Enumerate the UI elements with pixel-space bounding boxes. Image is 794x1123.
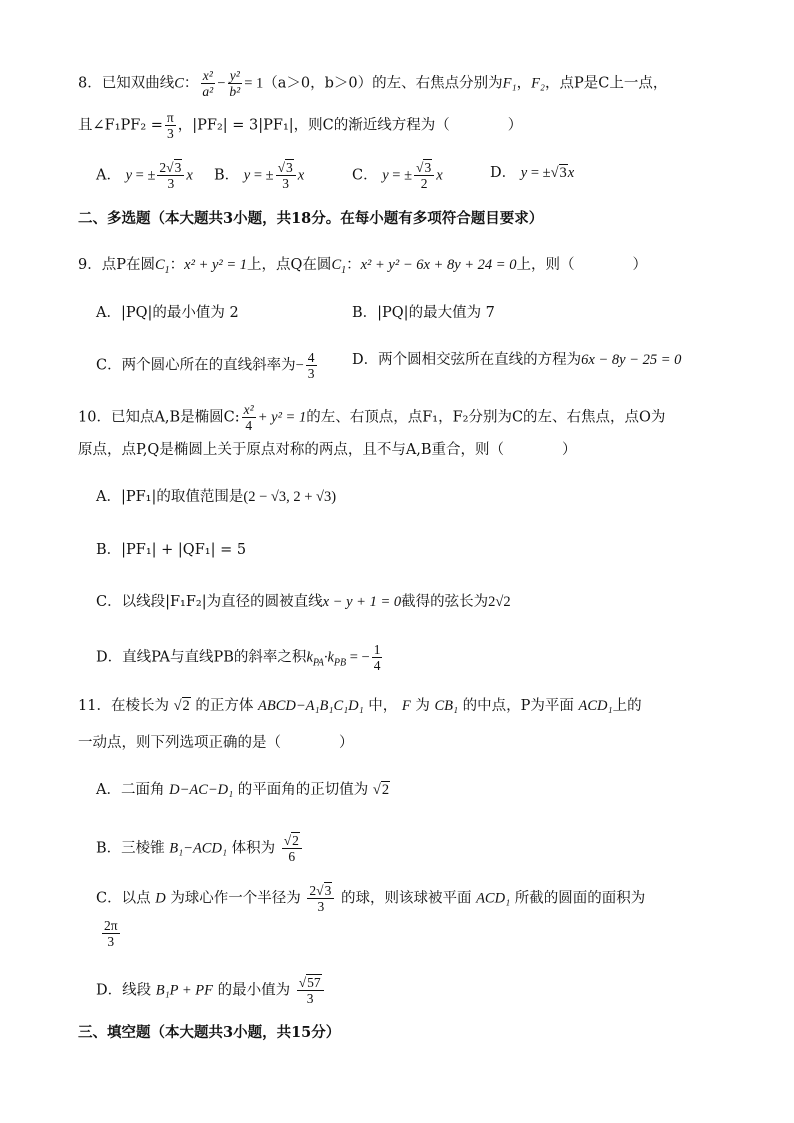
q8-option-c xyxy=(352,160,443,191)
sqrt-radicand: 3 xyxy=(324,883,332,898)
opt-expr: y xyxy=(520,165,528,181)
q11-a-angle: D−AC−D₁ xyxy=(169,782,234,798)
opt-x: x xyxy=(567,165,575,181)
q10-sub-pa: PA xyxy=(312,657,324,669)
frac-den: 4 xyxy=(245,418,253,433)
frac-den: 3 xyxy=(307,366,315,381)
section3-title: 三、填空题（本大题共3小题，共15分） xyxy=(78,1024,341,1041)
q9-option-b: B．|PQ|的最大值为 7 xyxy=(352,305,495,321)
q11-c-plane: ACD₁ xyxy=(476,890,511,907)
frac-num: y² xyxy=(229,68,240,83)
sqrt: √2 xyxy=(283,833,299,848)
q10-rest: 的左、右顶点，点F₁，F₂分别为C的左、右焦点，点O为 xyxy=(306,409,666,426)
q10-eq-rest: + y² = 1 xyxy=(257,409,307,426)
q11-d: 为 xyxy=(415,698,430,714)
frac-den: 3 xyxy=(282,176,290,191)
frac-den: 4 xyxy=(373,658,381,673)
frac-sqrt57-3 xyxy=(297,975,324,1006)
q8-frac-y2b2 xyxy=(227,68,242,99)
frac-num: π xyxy=(166,110,174,125)
frac-num xyxy=(276,160,296,176)
opt-expr: y xyxy=(382,167,389,184)
q8-line2 xyxy=(78,110,522,141)
frac-num: 2√3 xyxy=(157,160,184,176)
q11-c: 中， xyxy=(368,698,398,714)
q11-d-rest: 的最小值为 xyxy=(217,982,291,999)
sqrt: √3 xyxy=(166,160,182,175)
q8-option-b xyxy=(214,160,304,191)
minus: − xyxy=(295,357,304,374)
sqrt-radicand: 2 xyxy=(381,782,390,798)
q11-b-tet: B₁−ACD₁ xyxy=(169,840,227,857)
q10-line2: 原点，点P,Q是椭圆上关于原点对称的两点，且不与A,B重合，则（ ） xyxy=(78,442,577,458)
q9-c1: $C_1$ xyxy=(154,257,170,276)
q11-d-seg: B₁P + PF xyxy=(155,982,213,999)
q8-frac-pi3 xyxy=(165,110,176,141)
q11-c-mid: 为球心作一个半径为 xyxy=(170,890,301,907)
q10-a-range: (2 − √3, 2 + √3) xyxy=(243,489,337,505)
opt-x: x xyxy=(186,167,193,184)
option-label: C． xyxy=(352,167,378,184)
frac-2pi-3 xyxy=(102,918,120,949)
frac-den: b² xyxy=(229,84,241,99)
q9-d-prefix: D．两个圆相交弦所在直线的方程为 xyxy=(352,352,582,368)
opt-expr: y xyxy=(243,167,251,184)
sqrt: √57 xyxy=(298,975,321,990)
q9-d-eq: 6x − 8y − 25 = 0 xyxy=(581,352,682,368)
frac-sqrt3-3 xyxy=(276,160,296,191)
sqrt: √3 xyxy=(316,883,332,898)
q11-option-d xyxy=(96,975,326,1006)
q11-c-prefix: C．以点 xyxy=(96,890,151,907)
q9-option-d xyxy=(352,350,681,370)
frac-den: 3 xyxy=(107,934,115,949)
frac-x2-4 xyxy=(242,402,256,433)
q11-b-rest: 体积为 xyxy=(231,840,276,857)
q11-c-end: 所截的圆面的面积为 xyxy=(514,890,646,907)
frac-sqrt3-2 xyxy=(414,160,434,191)
q10-line1 xyxy=(78,402,665,433)
q11-a: 11．在棱长为 xyxy=(78,698,169,714)
opt-x: x xyxy=(297,167,305,184)
q9-mid: 上，点Q在圆 xyxy=(247,257,332,273)
q11-d-prefix: D．线段 xyxy=(96,982,152,999)
q10-a-prefix: A．|PF₁|的取值范围是 xyxy=(96,489,244,505)
frac-num xyxy=(282,833,302,849)
q11-c-d: D xyxy=(155,890,166,907)
q9-stem: 9．点P在圆$C_1$：x² + y² = 1上，点Q在圆$C_1$：x² + y² − 6x + 8y + 24 = 0上，则（ ） xyxy=(78,257,647,276)
q8-line1 xyxy=(78,68,667,99)
frac-den: a² xyxy=(202,84,214,99)
q10-option-d xyxy=(96,642,384,673)
sqrt-radicand: 57 xyxy=(307,975,321,990)
q10-c-prefix: C．以线段|F₁F₂|为直径的圆被直线 xyxy=(96,594,323,610)
q11-option-b xyxy=(96,833,304,864)
frac-num: x² xyxy=(243,402,254,417)
q10-option-a xyxy=(96,487,336,507)
q9-c2-eq: x² + y² − 6x + 8y + 24 = 0 xyxy=(360,257,517,273)
minus: − xyxy=(217,75,226,92)
q9-option-a: A．|PQ|的最小值为 2 xyxy=(96,305,239,321)
q10-c-line: x − y + 1 = 0 xyxy=(322,594,402,610)
frac-num xyxy=(297,975,324,991)
frac-den: 3 xyxy=(306,991,314,1006)
q11-f: F xyxy=(401,698,411,714)
q11-option-c-answer xyxy=(100,918,122,949)
section2-title: 二、多选题（本大题共3小题，共18分。在每小题有多项符合题目要求） xyxy=(78,210,544,227)
frac-1-4 xyxy=(372,642,383,673)
q11-f-end: 上的 xyxy=(612,698,642,714)
q9-option-c xyxy=(96,350,319,381)
opt-expr: y xyxy=(125,167,133,184)
q11-acd1: ACD₁ xyxy=(578,698,613,714)
option-label: B． xyxy=(214,167,240,184)
sqrt: √2 xyxy=(173,698,190,714)
frac-sqrt2-6 xyxy=(282,833,302,864)
frac-num: x² xyxy=(202,68,213,83)
q8-cond: （a＞0，b＞0）的左、右焦点分别为 xyxy=(263,75,503,92)
q8-option-d xyxy=(490,163,574,183)
opt-expr: = ± xyxy=(527,165,551,181)
frac-num: 4 xyxy=(307,350,315,365)
frac-den: 3 xyxy=(317,899,325,914)
q11-a-rest: 的平面角的正切值为 xyxy=(237,782,369,798)
q8-f1: F₁ xyxy=(502,75,517,92)
opt-expr: = ± xyxy=(388,167,413,184)
sqrt-radicand: 3 xyxy=(424,160,432,175)
q11-c-rest: 的球，则该球被平面 xyxy=(340,890,472,907)
opt-x: x xyxy=(436,167,443,184)
q8-prefix: 8．已知双曲线 xyxy=(78,75,175,92)
q8-f2: F₂ xyxy=(531,75,545,92)
eq-one: = 1 xyxy=(244,75,264,92)
q8-colon: ： xyxy=(183,75,199,92)
option-label: A． xyxy=(96,167,121,184)
frac-den: 6 xyxy=(288,849,296,864)
opt-expr: = ± xyxy=(132,167,156,184)
sqrt-radicand: 2 xyxy=(292,833,299,848)
q8-option-a xyxy=(96,160,193,191)
q10-option-c xyxy=(96,592,511,612)
q11-option-a xyxy=(96,780,390,800)
q11-option-c xyxy=(96,883,645,914)
q9-c-prefix: C．两个圆心所在的直线斜率为 xyxy=(96,357,296,374)
q8-frac-x2a2 xyxy=(200,68,215,99)
q10-k: k xyxy=(306,649,313,666)
q9-c2: $C_1$ xyxy=(331,257,347,276)
frac-2sqrt3-3 xyxy=(307,883,334,914)
sqrt: √3 xyxy=(416,160,432,175)
q10-c-val: 2√2 xyxy=(488,594,511,610)
option-label: D． xyxy=(490,165,517,181)
sqrt: √3 xyxy=(550,165,567,181)
frac-num: 1 xyxy=(373,642,381,657)
q9-c1-eq: x² + y² = 1 xyxy=(184,257,248,273)
q11-e: 的中点，P为平面 xyxy=(462,698,574,714)
frac-den: 3 xyxy=(167,176,175,191)
q11-b-prefix: B．三棱锥 xyxy=(96,840,165,857)
q8-angle: 且∠F₁PF₂ = xyxy=(78,117,163,134)
q11-line2: 一动点，则下列选项正确的是（ ） xyxy=(78,735,354,751)
q8-rest: ，点P是C上一点， xyxy=(544,75,668,92)
q11-cube: ABCD−A₁B₁C₁D₁ xyxy=(258,698,364,714)
q10-equals: = − xyxy=(346,649,370,666)
q9-prefix: 9．点P在圆 xyxy=(78,257,155,273)
q9-end: 上，则（ ） xyxy=(516,257,647,273)
q8-condition: ，|PF₂| = 3|PF₁|，则C的渐近线方程为（ ） xyxy=(177,117,523,134)
q10-sub-pb: PB xyxy=(333,657,347,669)
q11-a-prefix: A．二面角 xyxy=(96,782,165,798)
frac-num: 2π xyxy=(104,918,118,933)
frac-2sqrt3-3 xyxy=(157,160,184,191)
q10-c-mid: 截得的弦长为 xyxy=(401,594,489,610)
q10-d-prefix: D．直线PA与直线PB的斜率之积 xyxy=(96,649,307,666)
q8-c: C xyxy=(174,75,184,92)
frac-num: 2√3 xyxy=(307,883,334,899)
sqrt-radicand: 3 xyxy=(286,160,293,175)
q8-comma: ， xyxy=(516,75,532,92)
frac-4-3 xyxy=(306,350,317,381)
opt-expr: = ± xyxy=(250,167,274,184)
q11-line1 xyxy=(78,696,642,716)
q10-dot-k: ·k xyxy=(323,649,334,666)
sqrt-radicand: 2 xyxy=(182,698,190,714)
frac-den: 3 xyxy=(166,126,174,141)
q11-cb1: CB₁ xyxy=(434,698,459,714)
frac-den: 2 xyxy=(420,176,428,191)
q11-b: 的正方体 xyxy=(195,698,254,714)
sqrt: √3 xyxy=(277,160,293,175)
q10-option-b: B．|PF₁| + |QF₁| = 5 xyxy=(96,542,247,558)
sqrt-radicand: 3 xyxy=(559,165,567,181)
sqrt-radicand: 3 xyxy=(174,160,182,175)
frac-num xyxy=(414,160,434,176)
q10-prefix: 10．已知点A,B是椭圆C: xyxy=(78,409,240,426)
sqrt: √2 xyxy=(372,782,390,798)
